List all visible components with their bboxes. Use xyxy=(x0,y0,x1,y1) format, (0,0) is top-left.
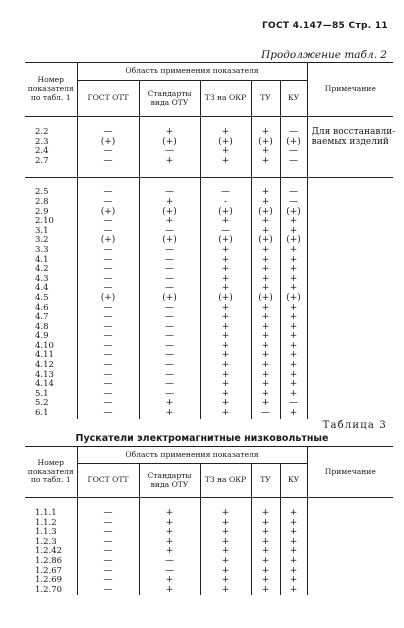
cell-value: + xyxy=(280,547,307,557)
table-row xyxy=(25,371,393,381)
cell-value: + xyxy=(200,265,251,275)
note-cell xyxy=(307,567,393,577)
table-row xyxy=(25,399,393,409)
cell-value: + xyxy=(280,371,307,381)
cell-value: + xyxy=(200,332,251,342)
cell-value: — xyxy=(280,399,307,409)
cell-value: + xyxy=(280,557,307,567)
note-cell xyxy=(307,304,393,314)
table-3 xyxy=(25,446,393,595)
cell-value: + xyxy=(280,509,307,519)
row-number: 4.14 xyxy=(25,380,77,390)
table-row xyxy=(25,351,393,361)
cell-value: (+) xyxy=(280,236,307,246)
cell-value: — xyxy=(77,342,139,352)
cell-value: — xyxy=(77,198,139,208)
cell-value: — xyxy=(77,576,139,586)
note-cell xyxy=(307,351,393,361)
cell-value: + xyxy=(251,351,280,361)
cell-value: — xyxy=(77,265,139,275)
row-number: 5.2 xyxy=(25,399,77,409)
row-number: 1.2.67 xyxy=(25,567,77,577)
cell-value: — xyxy=(77,567,139,577)
table-row xyxy=(25,586,393,596)
note-cell xyxy=(307,557,393,567)
cell-value: + xyxy=(200,557,251,567)
note-cell xyxy=(307,323,393,333)
note-cell xyxy=(307,265,393,275)
cell-value: + xyxy=(200,304,251,314)
cell-value: (+) xyxy=(251,208,280,218)
row-number: 4.8 xyxy=(25,323,77,333)
row-number: 4.10 xyxy=(25,342,77,352)
cell-value: — xyxy=(77,380,139,390)
table-row xyxy=(25,332,393,342)
row-number: 1.2.70 xyxy=(25,586,77,596)
row-number: 1.2.42 xyxy=(25,547,77,557)
note-cell xyxy=(307,519,393,529)
column-header-note: Примечание xyxy=(307,63,393,117)
cell-value: (+) xyxy=(251,236,280,246)
column-header-ku: КУ xyxy=(280,81,307,117)
column-header-tz: ТЗ на ОКР xyxy=(200,464,251,498)
cell-value: — xyxy=(77,519,139,529)
table-row xyxy=(25,294,393,304)
page-header: ГОСТ 4.147—85 Стр. 11 xyxy=(261,21,388,31)
cell-value: + xyxy=(200,313,251,323)
row-number: 4.11 xyxy=(25,351,77,361)
table-row xyxy=(25,380,393,390)
row-number: 6.1 xyxy=(25,409,77,419)
cell-value: + xyxy=(280,361,307,371)
table-row: 2.4 — — + + — xyxy=(25,147,393,157)
table-row xyxy=(25,528,393,538)
column-header-ku: КУ xyxy=(280,464,307,498)
cell-value: — xyxy=(77,246,139,256)
cell-value: + xyxy=(280,217,307,227)
note-cell xyxy=(307,371,393,381)
cell-value: (+) xyxy=(139,236,200,246)
cell-value: + xyxy=(200,371,251,381)
column-header-note: Примечание xyxy=(307,447,393,498)
row-number: 5.1 xyxy=(25,390,77,400)
cell-value: + xyxy=(251,576,280,586)
cell-value: + xyxy=(251,284,280,294)
cell-value: (+) xyxy=(200,208,251,218)
column-header-area: Область применения показателя xyxy=(77,63,307,81)
cell-value: + xyxy=(280,409,307,419)
cell-value: + xyxy=(280,586,307,596)
cell-value: — xyxy=(139,188,200,198)
table-row xyxy=(25,538,393,548)
table-row xyxy=(25,313,393,323)
cell-value: + xyxy=(280,323,307,333)
cell-value: + xyxy=(139,509,200,519)
table-row: 2.7 — + + + — xyxy=(25,157,393,167)
cell-value: + xyxy=(251,188,280,198)
cell-value: + xyxy=(251,390,280,400)
cell-value: — xyxy=(139,265,200,275)
cell-value: + xyxy=(280,351,307,361)
table-row xyxy=(25,519,393,529)
cell-value: + xyxy=(200,361,251,371)
column-header-standards: Стандарты вида ОТУ xyxy=(139,81,200,117)
row-number: 2.9 xyxy=(25,208,77,218)
cell-value: + xyxy=(280,284,307,294)
table-row xyxy=(25,208,393,218)
row-number: 2.8 xyxy=(25,198,77,208)
cell-value: + xyxy=(200,217,251,227)
cell-value: + xyxy=(280,342,307,352)
cell-value: + xyxy=(200,547,251,557)
cell-value: + xyxy=(280,332,307,342)
cell-value: + xyxy=(200,409,251,419)
cell-value: + xyxy=(139,586,200,596)
note-cell xyxy=(307,342,393,352)
cell-value: (+) xyxy=(77,236,139,246)
cell-value: + xyxy=(139,519,200,529)
cell-value: + xyxy=(200,380,251,390)
cell-value: — xyxy=(77,547,139,557)
table-row xyxy=(25,304,393,314)
cell-value: + xyxy=(200,275,251,285)
cell-value: — xyxy=(77,399,139,409)
cell-value: — xyxy=(77,557,139,567)
table-row xyxy=(25,567,393,577)
cell-value: + xyxy=(200,538,251,548)
cell-value: + xyxy=(251,509,280,519)
cell-value: + xyxy=(251,256,280,266)
cell-value: + xyxy=(139,399,200,409)
note-cell xyxy=(307,586,393,596)
cell-value: (+) xyxy=(200,236,251,246)
note-cell xyxy=(307,198,393,208)
cell-value: + xyxy=(280,576,307,586)
cell-value: + xyxy=(251,528,280,538)
cell-value: — xyxy=(77,361,139,371)
table-row xyxy=(25,390,393,400)
cell-value: — xyxy=(77,284,139,294)
cell-value: — xyxy=(139,323,200,333)
row-number: 2.5 xyxy=(25,188,77,198)
cell-value: + xyxy=(251,361,280,371)
cell-value: + xyxy=(280,227,307,237)
table-row xyxy=(25,227,393,237)
cell-value: — xyxy=(77,217,139,227)
cell-value: + xyxy=(139,217,200,227)
cell-value: + xyxy=(251,323,280,333)
cell-value: + xyxy=(280,390,307,400)
cell-value: + xyxy=(251,342,280,352)
row-number: 4.6 xyxy=(25,304,77,314)
cell-value: + xyxy=(280,313,307,323)
cell-value: — xyxy=(139,361,200,371)
cell-value: + xyxy=(280,528,307,538)
cell-value: + xyxy=(280,519,307,529)
table-row xyxy=(25,409,393,419)
cell-value: + xyxy=(200,323,251,333)
cell-value: — xyxy=(139,304,200,314)
note-cell xyxy=(307,547,393,557)
column-header-tz: ТЗ на ОКР xyxy=(200,81,251,117)
cell-value: — xyxy=(139,390,200,400)
row-number: 1.2.86 xyxy=(25,557,77,567)
cell-value: + xyxy=(200,284,251,294)
cell-value: (+) xyxy=(280,208,307,218)
note-cell xyxy=(307,284,393,294)
table-row: 2.2 — + + + — Для восстанавли- xyxy=(25,128,393,138)
cell-value: + xyxy=(200,256,251,266)
cell-value: - xyxy=(200,198,251,208)
note-cell xyxy=(307,236,393,246)
note-cell xyxy=(307,380,393,390)
table-row xyxy=(25,323,393,333)
row-number: 4.4 xyxy=(25,284,77,294)
cell-value: — xyxy=(77,409,139,419)
note-text: ваемых изделий xyxy=(307,138,393,148)
cell-value: — xyxy=(77,227,139,237)
table-row xyxy=(25,236,393,246)
row-number: 1.1.3 xyxy=(25,528,77,538)
note-cell xyxy=(307,208,393,218)
table-row: 2.3 (+) (+) (+) (+) (+) ваемых изделий xyxy=(25,138,393,148)
row-number: 4.13 xyxy=(25,371,77,381)
note-cell xyxy=(307,246,393,256)
note-cell xyxy=(307,227,393,237)
cell-value: — xyxy=(139,227,200,237)
cell-value: — xyxy=(77,509,139,519)
cell-value: + xyxy=(251,313,280,323)
cell-value: — xyxy=(77,313,139,323)
cell-value: + xyxy=(200,246,251,256)
cell-value: + xyxy=(251,567,280,577)
cell-value: + xyxy=(251,380,280,390)
cell-value: — xyxy=(139,275,200,285)
table-row xyxy=(25,557,393,567)
row-number: 3.2 xyxy=(25,236,77,246)
note-cell xyxy=(307,509,393,519)
cell-value: + xyxy=(251,519,280,529)
column-header-area: Область применения показателя xyxy=(77,447,307,464)
row-number: 4.12 xyxy=(25,361,77,371)
cell-value: + xyxy=(251,371,280,381)
note-cell xyxy=(307,256,393,266)
row-number: 1.2.3 xyxy=(25,538,77,548)
cell-value: + xyxy=(200,342,251,352)
cell-value: — xyxy=(139,342,200,352)
cell-value: + xyxy=(251,332,280,342)
cell-value: — xyxy=(77,256,139,266)
row-number: 4.5 xyxy=(25,294,77,304)
cell-value: + xyxy=(200,576,251,586)
cell-value: — xyxy=(77,275,139,285)
cell-value: (+) xyxy=(77,294,139,304)
cell-value: — xyxy=(139,246,200,256)
table-row xyxy=(25,188,393,198)
cell-value: — xyxy=(77,586,139,596)
note-cell xyxy=(307,390,393,400)
note-cell xyxy=(307,188,393,198)
cell-value: + xyxy=(139,409,200,419)
cell-value: — xyxy=(251,409,280,419)
cell-value: (+) xyxy=(139,208,200,218)
cell-value: — xyxy=(139,351,200,361)
table-row xyxy=(25,217,393,227)
row-number: 4.3 xyxy=(25,275,77,285)
table-row xyxy=(25,198,393,208)
table-row xyxy=(25,256,393,266)
table-row xyxy=(25,361,393,371)
cell-value: + xyxy=(251,538,280,548)
cell-value: + xyxy=(200,509,251,519)
cell-value: + xyxy=(251,557,280,567)
note-cell xyxy=(307,409,393,419)
column-header-gost: ГОСТ ОТТ xyxy=(77,464,139,498)
cell-value: — xyxy=(280,188,307,198)
cell-value: (+) xyxy=(77,208,139,218)
column-header-tu: ТУ xyxy=(251,464,280,498)
cell-value: — xyxy=(139,371,200,381)
cell-value: + xyxy=(139,576,200,586)
cell-value: + xyxy=(280,275,307,285)
cell-value: + xyxy=(280,246,307,256)
table-row xyxy=(25,342,393,352)
cell-value: + xyxy=(200,586,251,596)
column-header-number: Номер показателя по табл. 1 xyxy=(25,63,77,117)
row-number: 1.2.69 xyxy=(25,576,77,586)
cell-value: — xyxy=(139,380,200,390)
cell-value: + xyxy=(200,399,251,409)
cell-value: + xyxy=(280,265,307,275)
cell-value: — xyxy=(200,227,251,237)
note-cell xyxy=(307,361,393,371)
cell-value: (+) xyxy=(200,294,251,304)
cell-value: — xyxy=(77,538,139,548)
note-text: Для восстанавли- xyxy=(307,128,393,138)
cell-value: + xyxy=(139,528,200,538)
cell-value: — xyxy=(139,332,200,342)
cell-value: + xyxy=(251,227,280,237)
cell-value: — xyxy=(77,390,139,400)
table-row xyxy=(25,509,393,519)
cell-value: + xyxy=(251,399,280,409)
column-header-standards: Стандарты вида ОТУ xyxy=(139,464,200,498)
row-number: 4.1 xyxy=(25,256,77,266)
row-number: 1.1.1 xyxy=(25,509,77,519)
cell-value: + xyxy=(251,217,280,227)
column-header-gost: ГОСТ ОТТ xyxy=(77,81,139,117)
row-number: 1.1.2 xyxy=(25,519,77,529)
cell-value: + xyxy=(200,528,251,538)
cell-value: — xyxy=(139,557,200,567)
note-cell xyxy=(307,275,393,285)
cell-value: + xyxy=(200,351,251,361)
table-continuation-label: Продолжение табл. 2 xyxy=(261,49,387,61)
cell-value: + xyxy=(280,538,307,548)
column-header-number: Номер показателя по табл. 1 xyxy=(25,447,77,498)
table-row xyxy=(25,576,393,586)
cell-value: + xyxy=(139,547,200,557)
cell-value: — xyxy=(139,313,200,323)
table-2 xyxy=(25,62,396,419)
cell-value: (+) xyxy=(139,294,200,304)
table-3-title: Пускатели электромагнитные низковольтные xyxy=(75,433,329,444)
cell-value: — xyxy=(280,198,307,208)
table-row xyxy=(25,275,393,285)
cell-value: + xyxy=(200,519,251,529)
note-cell xyxy=(307,528,393,538)
cell-value: + xyxy=(251,265,280,275)
cell-value: (+) xyxy=(280,294,307,304)
row-number: 4.2 xyxy=(25,265,77,275)
cell-value: + xyxy=(251,304,280,314)
cell-value: + xyxy=(280,304,307,314)
note-cell xyxy=(307,576,393,586)
note-cell xyxy=(307,332,393,342)
cell-value: — xyxy=(77,188,139,198)
row-number: 4.9 xyxy=(25,332,77,342)
table-3-caption: Таблица 3 xyxy=(322,420,387,431)
cell-value: + xyxy=(200,567,251,577)
cell-value: — xyxy=(139,284,200,294)
row-number: 4.7 xyxy=(25,313,77,323)
table-row xyxy=(25,547,393,557)
row-number: 3.3 xyxy=(25,246,77,256)
cell-value: — xyxy=(139,256,200,266)
table-row xyxy=(25,265,393,275)
note-cell xyxy=(307,313,393,323)
cell-value: + xyxy=(139,538,200,548)
cell-value: + xyxy=(280,567,307,577)
cell-value: + xyxy=(139,198,200,208)
cell-value: — xyxy=(77,528,139,538)
cell-value: — xyxy=(77,304,139,314)
column-header-tu: ТУ xyxy=(251,81,280,117)
cell-value: — xyxy=(77,371,139,381)
cell-value: (+) xyxy=(251,294,280,304)
cell-value: + xyxy=(280,256,307,266)
cell-value: — xyxy=(77,332,139,342)
note-cell xyxy=(307,217,393,227)
cell-value: — xyxy=(77,351,139,361)
cell-value: + xyxy=(200,390,251,400)
note-cell xyxy=(307,399,393,409)
cell-value: — xyxy=(139,567,200,577)
note-cell xyxy=(307,538,393,548)
cell-value: + xyxy=(280,380,307,390)
table-row xyxy=(25,284,393,294)
row-number: 3.1 xyxy=(25,227,77,237)
cell-value: — xyxy=(200,188,251,198)
note-cell xyxy=(307,294,393,304)
cell-value: + xyxy=(251,547,280,557)
cell-value: + xyxy=(251,586,280,596)
row-number: 2.10 xyxy=(25,217,77,227)
cell-value: + xyxy=(251,198,280,208)
cell-value: + xyxy=(251,246,280,256)
cell-value: + xyxy=(251,275,280,285)
table-row xyxy=(25,246,393,256)
cell-value: — xyxy=(77,323,139,333)
